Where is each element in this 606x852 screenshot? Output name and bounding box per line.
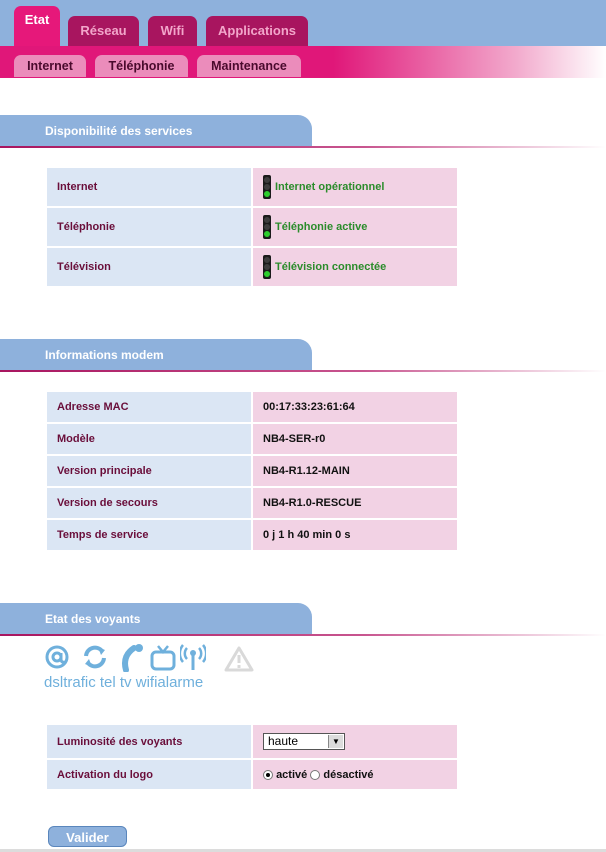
phone-icon (120, 644, 148, 672)
radio-logo-inactive-label[interactable]: désactivé (323, 768, 374, 781)
section-divider (0, 634, 606, 636)
luminosity-cell (253, 725, 457, 758)
led-label: alarme (157, 674, 204, 691)
sub-nav-bar (0, 46, 606, 86)
traffic-light-icon (263, 255, 271, 279)
modem-value: 0 j 1 h 40 min 0 s (253, 520, 457, 550)
led-label: trafic (63, 674, 96, 691)
led-label: dsl (44, 674, 64, 691)
tab-applications[interactable]: Applications (206, 16, 308, 46)
logo-label: Activation du logo (47, 760, 251, 789)
sub-nav-band (0, 46, 606, 78)
luminosity-select[interactable] (263, 733, 345, 750)
table-row (47, 520, 457, 550)
modem-value: NB4-R1.0-RESCUE (253, 488, 457, 518)
dropdown-arrow-icon[interactable]: ▼ (328, 735, 343, 748)
section-title-voyants: Etat des voyants (0, 603, 312, 635)
subtab-telephonie[interactable]: Téléphonie (95, 55, 188, 77)
led-label: tv (119, 674, 132, 691)
led-labels (44, 674, 203, 691)
sync-icon (82, 644, 108, 670)
modem-label: Version principale (47, 456, 251, 486)
service-status (253, 208, 457, 246)
modem-value: NB4-R1.12-MAIN (253, 456, 457, 486)
service-status-text: Téléphonie active (275, 220, 368, 233)
subtab-maintenance[interactable]: Maintenance (197, 55, 301, 77)
luminosity-label: Luminosité des voyants (47, 725, 251, 758)
subtab-internet[interactable]: Internet (14, 55, 86, 77)
section-divider (0, 146, 606, 148)
warning-icon (224, 646, 254, 672)
tv-icon (150, 644, 176, 672)
service-label: Internet (47, 168, 251, 206)
service-status-text: Télévision connectée (275, 260, 387, 273)
table-row (47, 725, 457, 758)
table-row (47, 760, 457, 789)
modem-value: NB4-SER-r0 (253, 424, 457, 454)
table-row (47, 488, 457, 518)
validate-button[interactable]: Valider (48, 826, 127, 847)
tab-etat[interactable]: Etat (14, 6, 60, 46)
table-row (47, 168, 457, 206)
section-title-modem: Informations modem (0, 339, 312, 371)
radio-logo-active[interactable] (263, 770, 273, 780)
table-row (47, 208, 457, 246)
modem-label: Temps de service (47, 520, 251, 550)
section-title-services: Disponibilité des services (0, 115, 312, 147)
services-table (45, 166, 459, 288)
traffic-light-icon (263, 175, 271, 199)
table-row (47, 424, 457, 454)
modem-label: Version de secours (47, 488, 251, 518)
table-row (47, 456, 457, 486)
led-label: wifi (135, 674, 158, 691)
at-icon (44, 644, 70, 670)
modem-label: Adresse MAC (47, 392, 251, 422)
led-label: tel (99, 674, 116, 691)
voyants-settings-table (45, 723, 459, 791)
modem-value: 00:17:33:23:61:64 (253, 392, 457, 422)
service-status (253, 248, 457, 286)
modem-label: Modèle (47, 424, 251, 454)
logo-options (253, 760, 457, 789)
service-status-text: Internet opérationnel (275, 180, 385, 193)
tab-wifi[interactable]: Wifi (148, 16, 197, 46)
luminosity-selected-value: haute (268, 734, 299, 748)
table-row (47, 392, 457, 422)
service-label: Téléphonie (47, 208, 251, 246)
service-status (253, 168, 457, 206)
traffic-light-icon (263, 215, 271, 239)
wifi-icon (180, 644, 206, 672)
tab-reseau[interactable]: Réseau (68, 16, 139, 46)
modem-table (45, 390, 459, 552)
radio-logo-active-label[interactable]: activé (276, 768, 308, 781)
table-row (47, 248, 457, 286)
radio-logo-inactive[interactable] (310, 770, 320, 780)
section-divider (0, 370, 606, 372)
service-label: Télévision (47, 248, 251, 286)
